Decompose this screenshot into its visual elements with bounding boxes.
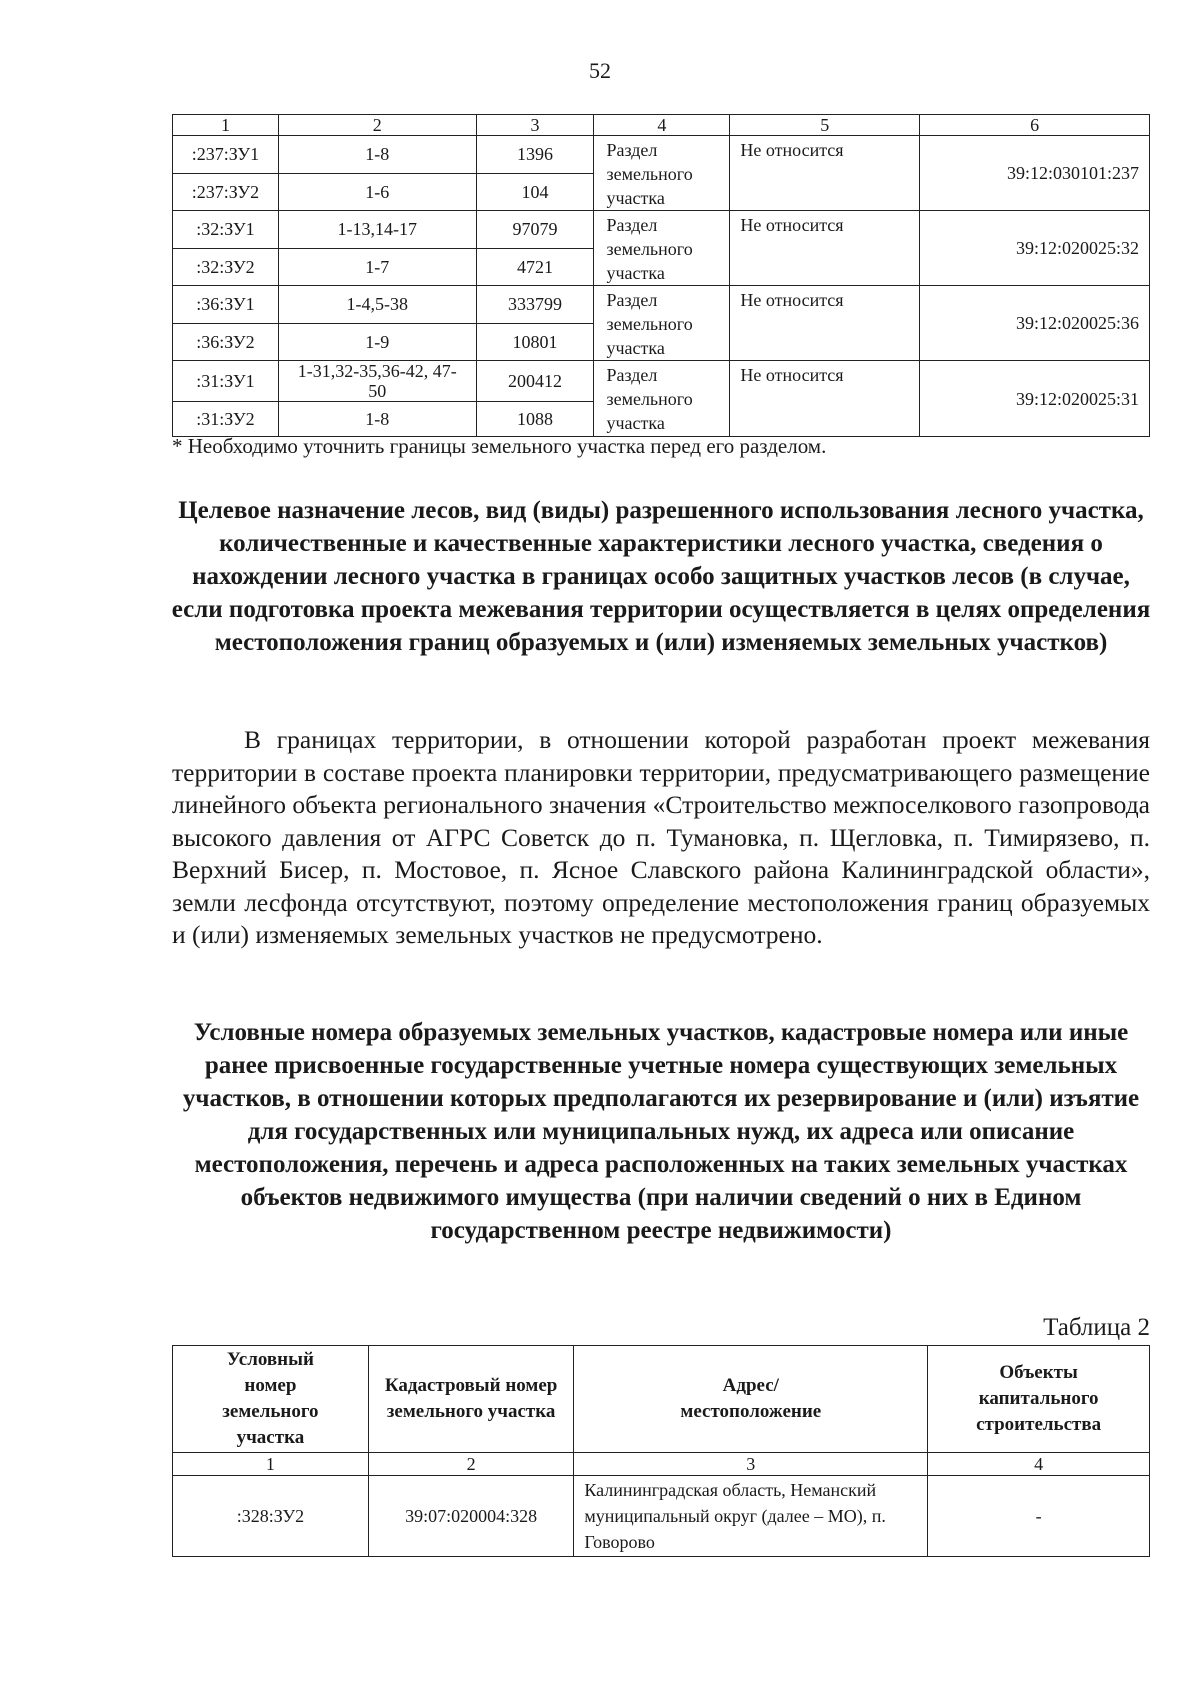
- page-number: 52: [589, 58, 611, 83]
- plot-id-cell: :31:ЗУ2: [173, 402, 279, 437]
- area-cell: 333799: [476, 286, 594, 324]
- column-header: Условный номер земельного участка: [173, 1346, 369, 1453]
- purpose-cell: Раздел земельного участка: [594, 211, 730, 286]
- purpose-cell: Раздел земельного участка: [594, 286, 730, 361]
- cadastral-cell: 39:12:020025:31: [920, 361, 1150, 437]
- area-cell: 4721: [476, 248, 594, 286]
- plot-id-cell: :32:ЗУ2: [173, 248, 279, 286]
- table-caption: Таблица 2: [1043, 1314, 1150, 1341]
- column-header: Адрес/ местоположение: [574, 1346, 928, 1453]
- column-number: 1: [173, 1453, 369, 1476]
- cadastral-cell: 39:07:020004:328: [368, 1476, 574, 1557]
- column-number: 2: [368, 1453, 574, 1476]
- table-row: [173, 211, 1150, 249]
- points-cell: 1-9: [278, 323, 476, 361]
- points-cell: 1-7: [278, 248, 476, 286]
- column-header: 2: [278, 115, 476, 136]
- area-cell: 1396: [476, 136, 594, 174]
- points-cell: 1-4,5-38: [278, 286, 476, 324]
- points-cell: 1-31,32-35,36-42, 47-50: [278, 361, 476, 402]
- objects-cell: -: [928, 1476, 1150, 1557]
- table-row: [173, 286, 1150, 324]
- points-cell: 1-13,14-17: [278, 211, 476, 249]
- cadastral-cell: 39:12:020025:36: [920, 286, 1150, 361]
- section-heading-forests: Целевое назначение лесов, вид (виды) разрешенного использования лесного участка, количественные и качественные характеристики лесного участка, сведения о нахождении лесного участка в границах особо защитных участков лесов (в случае, если подготовка проекта межевания территории осуществляется в целях определения местоположения границ образуемых и (или) изменяемых земельных участков): [171, 497, 1151, 656]
- plot-id-cell: :31:ЗУ1: [173, 361, 279, 402]
- table-header-row: [173, 115, 1150, 136]
- area-cell: 200412: [476, 361, 594, 402]
- section-heading-land-plots: Условные номера образуемых земельных участков, кадастровые номера или иные ранее присвоенные государственные учетные номера существующих земельных участков, в отношении которых предполагаются их резервирование и (или) изъятие для государственных или муниципальных нужд, их адреса или описание местоположения, перечень и адреса расположенных на таких земельных участках объектов недвижимого имущества (при наличии сведений о них в Едином государственном реестре недвижимости): [182, 1019, 1140, 1244]
- area-cell: 10801: [476, 323, 594, 361]
- plot-id-cell: :328:ЗУ2: [173, 1476, 369, 1557]
- table-number-row: [173, 1453, 1150, 1476]
- cadastral-cell: 39:12:020025:32: [920, 211, 1150, 286]
- column-number: 4: [928, 1453, 1150, 1476]
- column-header: 3: [476, 115, 594, 136]
- cadastral-cell: 39:12:030101:237: [920, 136, 1150, 211]
- column-header: 6: [920, 115, 1150, 136]
- table-row: [173, 1476, 1150, 1557]
- column-header: 5: [730, 115, 920, 136]
- column-number: 3: [574, 1453, 928, 1476]
- relation-cell: Не относится: [730, 286, 920, 361]
- plot-id-cell: :237:ЗУ1: [173, 136, 279, 174]
- land-plots-table: [172, 114, 1150, 437]
- table-row: [173, 361, 1150, 402]
- points-cell: 1-6: [278, 173, 476, 211]
- points-cell: 1-8: [278, 136, 476, 174]
- column-header: Кадастровый номер земельного участка: [368, 1346, 574, 1453]
- plot-id-cell: :32:ЗУ1: [173, 211, 279, 249]
- relation-cell: Не относится: [730, 211, 920, 286]
- area-cell: 104: [476, 173, 594, 211]
- area-cell: 97079: [476, 211, 594, 249]
- plot-id-cell: :36:ЗУ2: [173, 323, 279, 361]
- reservation-table: [172, 1345, 1150, 1557]
- column-header: 4: [594, 115, 730, 136]
- body-paragraph: В границах территории, в отношении которой разработан проект межевания территории в составе проекта планировки территории, предусматривающего размещение линейного объекта регионального значения «Строительство межпоселкового газопровода высокого давления от АГРС Советск до п. Тумановка, п. Щегловка, п. Тимирязево, п. Верхний Бисер, п. Мостовое, п. Ясное Славского района Калининградской области», земли лесфонда отсутствуют, поэтому определение местоположения границ образуемых и (или) изменяемых земельных участков не предусмотрено.: [172, 725, 1150, 949]
- address-cell: Калининградская область, Неманский муниципальный округ (далее – МО), п. Говорово: [574, 1476, 928, 1557]
- plot-id-cell: :36:ЗУ1: [173, 286, 279, 324]
- purpose-cell: Раздел земельного участка: [594, 136, 730, 211]
- area-cell: 1088: [476, 402, 594, 437]
- relation-cell: Не относится: [730, 361, 920, 437]
- column-header: Объекты капитального строительства: [928, 1346, 1150, 1453]
- table-row: [173, 136, 1150, 174]
- purpose-cell: Раздел земельного участка: [594, 361, 730, 437]
- column-header: 1: [173, 115, 279, 136]
- table-header-row: [173, 1346, 1150, 1453]
- points-cell: 1-8: [278, 402, 476, 437]
- relation-cell: Не относится: [730, 136, 920, 211]
- plot-id-cell: :237:ЗУ2: [173, 173, 279, 211]
- table-footnote: * Необходимо уточнить границы земельного участка перед его разделом.: [172, 434, 827, 458]
